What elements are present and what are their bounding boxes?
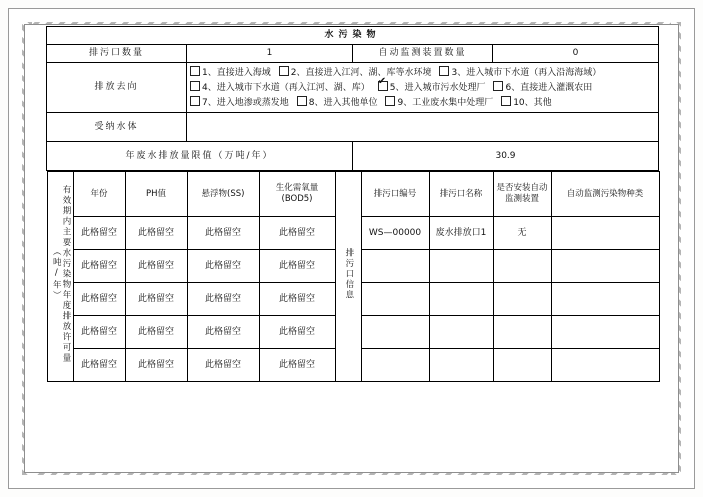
col-header-outlet-code: 排污口编号 (361, 172, 429, 217)
cell-monitor-types-2 (551, 250, 659, 283)
col-header-outlet-name: 排污口名称 (429, 172, 493, 217)
col-header-ss: 悬浮物(SS) (187, 172, 259, 217)
cell-auto-monitor-1: 无 (493, 217, 551, 250)
cell-outlet-code-5 (361, 349, 429, 382)
cell-year-4: 此格留空 (73, 316, 125, 349)
discharge-destination-options (187, 63, 659, 113)
annual-limit-value: 30.9 (353, 142, 659, 171)
cell-ss-4: 此格留空 (187, 316, 259, 349)
discharge-option-5-label: 5、进入城市污水处理厂 (389, 83, 486, 94)
receiving-water-value (187, 113, 659, 142)
discharge-option-5[interactable] (378, 80, 486, 95)
cell-auto-monitor-4 (493, 316, 551, 349)
checkbox-icon[interactable] (501, 96, 511, 106)
title-row (47, 27, 659, 45)
cell-ss-3: 此格留空 (187, 283, 259, 316)
cell-outlet-name-4 (429, 316, 493, 349)
cell-ph-4: 此格留空 (125, 316, 187, 349)
checkbox-icon[interactable] (297, 96, 307, 106)
discharge-option-10[interactable] (501, 95, 551, 110)
discharge-option-3-label: 3、进入城市下水道（再入沿海海域） (451, 68, 602, 79)
discharge-option-9[interactable] (385, 95, 493, 110)
cell-auto-monitor-2 (493, 250, 551, 283)
receiving-water-label: 受纳水体 (47, 113, 187, 142)
cell-outlet-name-2 (429, 250, 493, 283)
cell-outlet-code-2 (361, 250, 429, 283)
cell-outlet-code-4 (361, 316, 429, 349)
page-title: 水污染物 (47, 27, 659, 45)
discharge-option-10-label: 10、其他 (513, 98, 552, 109)
col-header-monitor-types: 自动监测污染物种类 (551, 172, 659, 217)
auto-device-count-label: 自动监测装置数量 (353, 45, 493, 63)
auto-device-count-value: 0 (493, 45, 659, 63)
col-header-auto-monitor: 是否安装自动监测装置 (493, 172, 551, 217)
detail-section (47, 171, 659, 383)
discharge-option-4-label: 4、进入城市下水道（再入江河、湖、库） (202, 83, 370, 94)
cell-bod5-2: 此格留空 (259, 250, 335, 283)
cell-bod5-5: 此格留空 (259, 349, 335, 382)
discharge-option-4[interactable] (190, 80, 370, 95)
annual-limit-row (47, 142, 659, 171)
cell-bod5-3: 此格留空 (259, 283, 335, 316)
checkbox-icon[interactable] (190, 81, 200, 91)
discharge-option-8[interactable] (297, 95, 378, 110)
cell-year-3: 此格留空 (73, 283, 125, 316)
cell-auto-monitor-3 (493, 283, 551, 316)
certificate-sheet (46, 26, 658, 470)
cell-year-5: 此格留空 (73, 349, 125, 382)
cell-auto-monitor-5 (493, 349, 551, 382)
cell-year-2: 此格留空 (73, 250, 125, 283)
discharge-option-9-label: 9、工业废水集中处理厂 (397, 98, 494, 109)
left-vertical-label (47, 172, 73, 382)
cell-year-1: 此格留空 (73, 217, 125, 250)
discharge-option-6-label: 6、直接进入灌溉农田 (505, 83, 593, 94)
checkbox-icon[interactable] (190, 96, 200, 106)
cell-ss-1: 此格留空 (187, 217, 259, 250)
detail-section-row (47, 171, 659, 383)
cell-outlet-name-1: 废水排放口1 (429, 217, 493, 250)
discharge-option-6[interactable] (493, 80, 592, 95)
detail-sub-table (47, 171, 660, 382)
middle-vertical-label (335, 172, 361, 382)
detail-header-row (47, 172, 659, 217)
col-header-year: 年份 (73, 172, 125, 217)
cell-outlet-name-3 (429, 283, 493, 316)
col-header-bod5: 生化需氧量(BOD5) (259, 172, 335, 217)
cell-ss-5: 此格留空 (187, 349, 259, 382)
cell-ph-1: 此格留空 (125, 217, 187, 250)
checkbox-icon[interactable] (279, 66, 289, 76)
discharge-option-7[interactable] (190, 95, 289, 110)
middle-vertical-label-text: 排污口信息 (343, 247, 354, 301)
checkbox-icon[interactable] (493, 81, 503, 91)
discharge-option-7-label: 7、进入地渗或蒸发地 (202, 98, 289, 109)
discharge-option-1-label: 1、直接进入海域 (202, 68, 271, 79)
checkbox-icon[interactable] (439, 66, 449, 76)
cell-ph-5: 此格留空 (125, 349, 187, 382)
cell-monitor-types-1 (551, 217, 659, 250)
outlet-count-label: 排污口数量 (47, 45, 187, 63)
outlet-count-value: 1 (187, 45, 353, 63)
discharge-destination-row (47, 63, 659, 113)
cell-bod5-1: 此格留空 (259, 217, 335, 250)
cell-ss-2: 此格留空 (187, 250, 259, 283)
discharge-option-8-label: 8、进入其他单位 (308, 98, 378, 109)
cell-outlet-name-5 (429, 349, 493, 382)
cell-outlet-code-3 (361, 283, 429, 316)
outlet-count-row (47, 45, 659, 63)
discharge-option-2-label: 2、直接进入江河、湖、库等水环境 (290, 68, 432, 79)
cell-bod5-4: 此格留空 (259, 316, 335, 349)
cell-ph-2: 此格留空 (125, 250, 187, 283)
receiving-water-row (47, 113, 659, 142)
checkbox-icon[interactable] (190, 66, 200, 76)
discharge-option-1[interactable] (190, 65, 271, 80)
checkbox-checked-icon[interactable] (378, 81, 388, 91)
discharge-option-3[interactable] (439, 65, 601, 80)
annual-limit-label: 年废水排放量限值（万吨/年） (47, 142, 353, 171)
cell-monitor-types-4 (551, 316, 659, 349)
left-vertical-label-text: 有效期内主要水污染物年度排放许可量（吨/年） (51, 184, 72, 364)
discharge-destination-label: 排放去向 (47, 63, 187, 113)
water-pollutant-table (46, 26, 659, 382)
cell-outlet-code-1: WS—00000 (361, 217, 429, 250)
col-header-ph: PH值 (125, 172, 187, 217)
discharge-option-2[interactable] (279, 65, 432, 80)
checkbox-icon[interactable] (385, 96, 395, 106)
cell-monitor-types-3 (551, 283, 659, 316)
cell-ph-3: 此格留空 (125, 283, 187, 316)
cell-monitor-types-5 (551, 349, 659, 382)
